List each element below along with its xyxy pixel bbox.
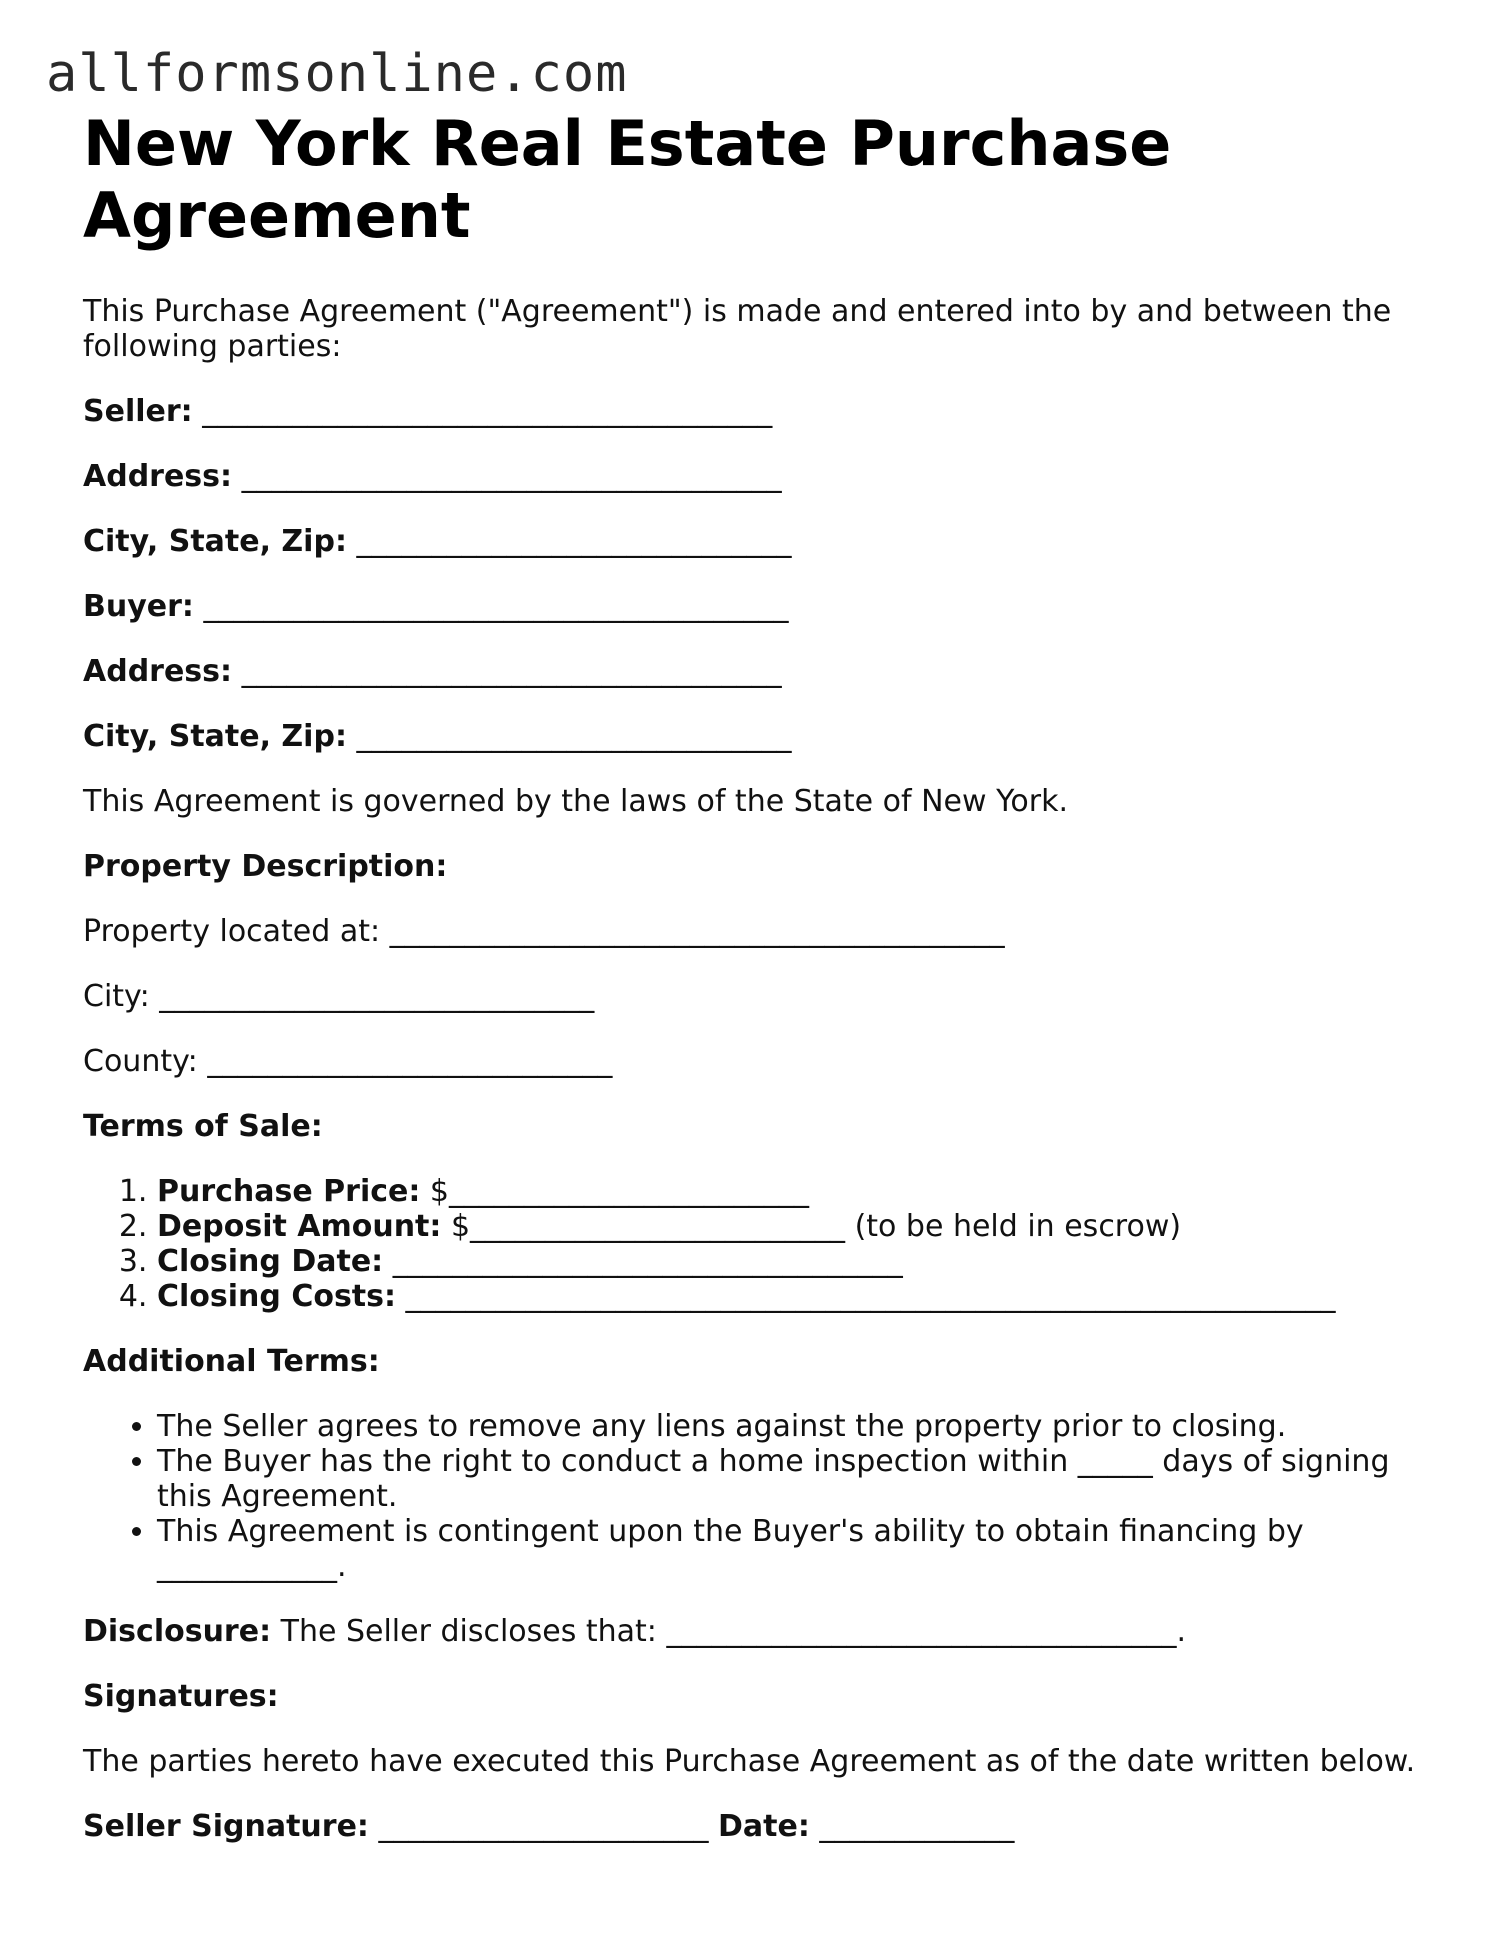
seller-signature-blank[interactable]: ______________________	[368, 1809, 709, 1844]
seller-blank[interactable]: ______________________________________	[202, 394, 773, 429]
buyer-city-label: City, State, Zip:	[83, 719, 347, 754]
watermark: allformsonline.com	[46, 44, 628, 104]
purchase-price-blank[interactable]: $________________________	[420, 1174, 809, 1209]
closing-costs-blank[interactable]: ______________________________________________________________	[396, 1279, 1336, 1314]
property-location-blank[interactable]: _________________________________________	[389, 914, 1005, 949]
seller-city-blank[interactable]: _____________________________	[356, 524, 792, 559]
closing-costs-label: Closing Costs:	[157, 1279, 397, 1314]
seller-label: Seller:	[83, 394, 193, 429]
property-county-field	[83, 1044, 1443, 1079]
additional-terms-heading: Additional Terms:	[83, 1344, 380, 1379]
buyer-blank[interactable]: _______________________________________	[203, 589, 789, 624]
buyer-field	[83, 589, 1443, 624]
list-item: • This Agreement is contingent upon the Buyer's ability to obtain financing by ____________.	[157, 1514, 1443, 1584]
disclosure-text[interactable]: The Seller discloses that: __________________________________.	[271, 1614, 1186, 1649]
list-item	[157, 1174, 1443, 1209]
seller-city-field	[83, 524, 1443, 559]
governing-law: This Agreement is governed by the laws of the State of New York.	[83, 784, 1069, 819]
seller-field	[83, 394, 1443, 429]
buyer-address-blank[interactable]: ____________________________________	[241, 654, 782, 689]
document	[83, 108, 1443, 1844]
buyer-address-label: Address:	[83, 654, 233, 689]
list-item	[157, 1209, 1443, 1244]
date-label: Date:	[718, 1809, 810, 1844]
purchase-price-label: Purchase Price:	[157, 1174, 421, 1209]
buyer-city-field	[83, 719, 1443, 754]
closing-date-label: Closing Date:	[157, 1244, 384, 1279]
list-item: • The Buyer has the right to conduct a home inspection within _____ days of signing this Agreement.	[157, 1444, 1443, 1514]
property-location-field	[83, 914, 1443, 949]
deposit-amount-label: Deposit Amount:	[157, 1209, 442, 1244]
property-city-blank[interactable]: _____________________________	[159, 979, 595, 1014]
property-county-label: County:	[83, 1044, 198, 1079]
property-location-label: Property located at:	[83, 914, 381, 949]
buyer-label: Buyer:	[83, 589, 194, 624]
buyer-address-field	[83, 654, 1443, 689]
seller-city-label: City, State, Zip:	[83, 524, 347, 559]
property-heading: Property Description:	[83, 849, 448, 884]
property-county-blank[interactable]: ___________________________	[207, 1044, 613, 1079]
deposit-amount-blank[interactable]: $_________________________ (to be held in escrow)	[441, 1209, 1182, 1244]
seller-address-blank[interactable]: ____________________________________	[241, 459, 782, 494]
seller-address-label: Address:	[83, 459, 233, 494]
terms-list	[83, 1174, 1443, 1314]
signatures-heading: Signatures:	[83, 1679, 279, 1714]
buyer-city-blank[interactable]: _____________________________	[356, 719, 792, 754]
signatures-statement: The parties hereto have executed this Purchase Agreement as of the date written below.	[83, 1744, 1416, 1779]
list-item: • The Seller agrees to remove any liens against the property prior to closing.	[157, 1409, 1443, 1444]
date-blank[interactable]: _____________	[809, 1809, 1015, 1844]
seller-signature-label: Seller Signature:	[83, 1809, 369, 1844]
intro-paragraph: This Purchase Agreement ("Agreement") is made and entered into by and between the following parties:	[83, 294, 1392, 364]
closing-date-blank[interactable]: __________________________________	[383, 1244, 903, 1279]
disclosure-field	[83, 1614, 1443, 1649]
page-title: New York Real Estate Purchase Agreement	[83, 107, 1172, 252]
seller-signature-field	[83, 1809, 1443, 1844]
terms-heading: Terms of Sale:	[83, 1109, 323, 1144]
list-item	[157, 1279, 1443, 1314]
disclosure-label: Disclosure:	[83, 1614, 272, 1649]
additional-terms-list	[83, 1409, 1443, 1584]
property-city-field	[83, 979, 1443, 1014]
property-city-label: City:	[83, 979, 150, 1014]
seller-address-field	[83, 459, 1443, 494]
list-item	[157, 1244, 1443, 1279]
